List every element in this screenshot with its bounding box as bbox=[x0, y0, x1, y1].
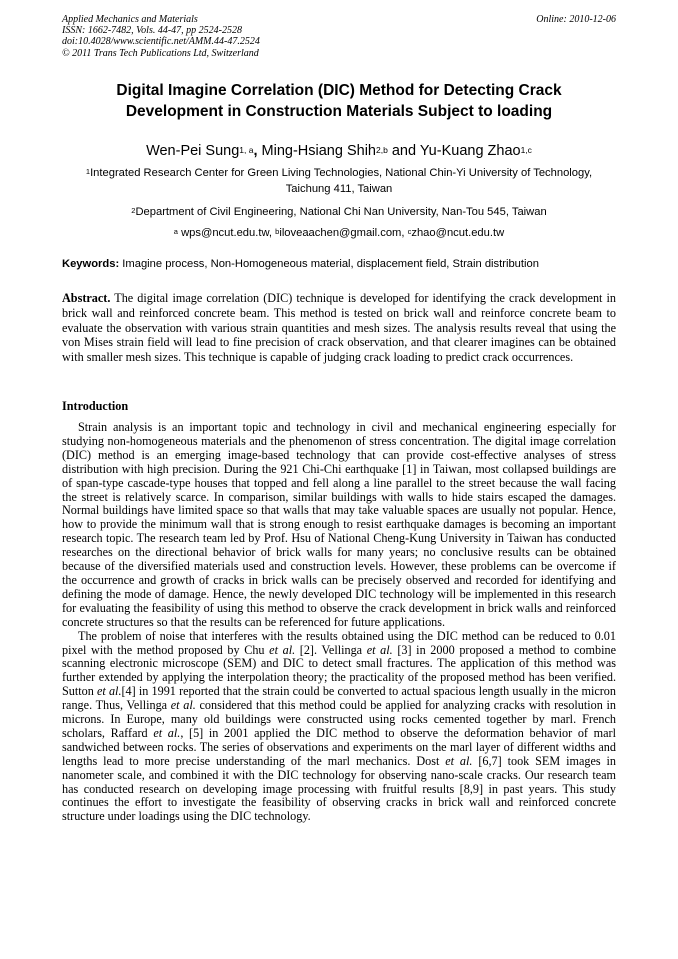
email-b[interactable]: iloveaachen@gmail.com, bbox=[279, 227, 408, 239]
p2-text-d: [4] in 1991 reported that the strain could be converted to actual spacious length usually in the micron range. Thus, Vellinga bbox=[62, 684, 616, 713]
p2-etal-4: et al. bbox=[170, 698, 196, 713]
author-2-affil-marker: 2,b bbox=[376, 145, 388, 155]
intro-paragraph-1: Strain analysis is an important topic and technology in civil and mechanical engineering especially for studying non-homogeneous materials and the phenomenon of stress concentration. The digital image correlation (DIC) method is an emerging image-based technology that can provide cost-effective analyses of stress distribution with high precision. During the 921 Chi-Chi earthquake [1] in Taiwan, most collapsed buildings are of span-type cascade-type houses that topped and fell along a line parallel to the street because the wall facing the street is relatively scarce. In comparison, similar buildings with walls to hide stairs escaped the damages. Normal buildings have limited space so that walls that may take valuable spaces are usually not popular. Hence, how to provide the minimum wall that is strong enough to resist earthquake damages is becoming an important research topic. The research team led by Prof. Hsu of National Cheng-Kung University in Taiwan has conducted researches on the directional behavior of brick walls for many years; no conclusive results can be obtained because of the diversified materials used and construction levels. However, these problems can be overcome if the occurrence and growth of cracks in brick walls can be precisely observed and recorded for identifying and defining the mode of damage. Hence, the newly developed DIC technology will be implemented in this research for evaluating the feasibility of using this method to observe the crack development in brick walls and reinforced concrete structures so that the results can be referenced for future applications. bbox=[62, 420, 616, 629]
online-date: Online: 2010-12-06 bbox=[536, 14, 616, 25]
p2-etal-3: et al. bbox=[97, 684, 122, 699]
affiliation-2-text: Department of Civil Engineering, National Chi Nan University, Nan-Tou 545, Taiwan bbox=[135, 206, 547, 218]
p2-etal-5: et al. bbox=[153, 725, 181, 740]
introduction-heading: Introduction bbox=[62, 399, 129, 413]
author-1-affil-marker: 1, a bbox=[239, 145, 254, 155]
author-1-name: Wen-Pei Sung bbox=[146, 143, 240, 159]
p2-text-f: , [5] in 2001 applied the DIC method to observe the deformation behavior of marl sandwiched between rocks. The series of observations and experiments on the marl layer of different widths and lengths lead to more precise understanding of the marl mechanics. Dost bbox=[62, 725, 616, 768]
doi-line: doi:10.4028/www.scientific.net/AMM.44-47.2524 bbox=[62, 36, 260, 48]
intro-paragraph-2 bbox=[62, 630, 616, 825]
email-a-marker: a bbox=[173, 227, 178, 236]
affiliation-1 bbox=[62, 166, 616, 197]
email-c-marker: c bbox=[407, 227, 412, 236]
affiliation-2-marker: 2 bbox=[131, 206, 136, 215]
email-b-marker: b bbox=[275, 227, 280, 236]
author-separator: , bbox=[253, 143, 258, 159]
keywords-text: Imagine process, Non-Homogeneous material, displacement field, Strain distribution bbox=[119, 258, 539, 270]
introduction-body bbox=[62, 421, 616, 824]
paper-title bbox=[62, 80, 616, 122]
p2-text-b: [2]. Vellinga bbox=[295, 642, 367, 657]
p2-text-a: The problem of noise that interferes with the results obtained using the DIC method can be reduced to 0.01 pixel with the method proposed by Chu bbox=[62, 628, 616, 657]
p2-text-g: [6,7] took SEM images in nanometer scale, and combined it with the DIC technology for observing nano-scale cracks. Our research team has conducted research on developing image processing with fruitful results [8,9] in past years. This study continues the effort to investigate the feasibility of observing cracks in brick wall and reinforced concrete structure under loadings using the DIC technology. bbox=[62, 753, 616, 824]
abstract bbox=[62, 291, 616, 365]
keywords-label: Keywords: bbox=[62, 258, 120, 270]
author-emails bbox=[62, 226, 616, 242]
issn-line: ISSN: 1662-7482, Vols. 44-47, pp 2524-2528 bbox=[62, 25, 242, 37]
author-list bbox=[62, 141, 616, 161]
p2-etal-1: et al. bbox=[269, 642, 296, 657]
abstract-label: Abstract. bbox=[62, 291, 111, 305]
affiliation-2 bbox=[62, 205, 616, 221]
email-a[interactable]: wps@ncut.edu.tw, bbox=[177, 227, 276, 239]
p2-text-e: considered that this method could be applied for analyzing cracks with resolution in microns. In Europe, many old buildings were constructed using rocks cemented together by marl. French scholars, Raffard bbox=[62, 698, 616, 740]
author-3-name: and Yu-Kuang Zhao bbox=[387, 143, 521, 159]
author-2-name: Ming-Hsiang Shih bbox=[257, 143, 376, 159]
copyright-line: © 2011 Trans Tech Publications Ltd, Switzerland bbox=[62, 47, 259, 59]
email-c[interactable]: zhao@ncut.edu.tw bbox=[411, 227, 505, 239]
journal-header bbox=[62, 14, 616, 59]
affiliation-1-marker: 1 bbox=[85, 167, 91, 176]
journal-name: Applied Mechanics and Materials bbox=[62, 14, 198, 25]
abstract-text: The digital image correlation (DIC) technique is developed for identifying the crack development in brick wall and reinforced concrete beam. This method is tested on brick wall and reinforce concrete beam to evaluate the observation with various strain quantities and mesh sizes. The analysis results reveal that using the von Mises strain field will lead to fine precision of crack observation, and that clearer imagines can be obtained with smaller mesh sizes. This technique is capable of judging crack loading to predict crack occurrences. bbox=[62, 291, 616, 365]
p2-text-c: [3] in 2000 proposed a method to combine scanning electronic microscope (SEM) and DIC to detect small fractures. The application of this method was further extended by applying the interpolation theory; the practicality of the proposed method has been verified. Sutton bbox=[62, 642, 616, 699]
affiliation-1-text: Integrated Research Center for Green Living Technologies, National Chin-Yi University of Technology, Taichung 411, Taiwan bbox=[90, 167, 593, 195]
title-line-2: Development in Construction Materials Subject to loading bbox=[125, 103, 553, 120]
title-line-1: Digital Imagine Correlation (DIC) Method for Detecting Crack bbox=[116, 82, 562, 99]
keywords-line bbox=[62, 257, 616, 272]
p2-etal-6: et al. bbox=[445, 753, 473, 768]
p2-etal-2: et al. bbox=[366, 642, 393, 657]
author-3-affil-marker: 1,c bbox=[520, 145, 532, 155]
